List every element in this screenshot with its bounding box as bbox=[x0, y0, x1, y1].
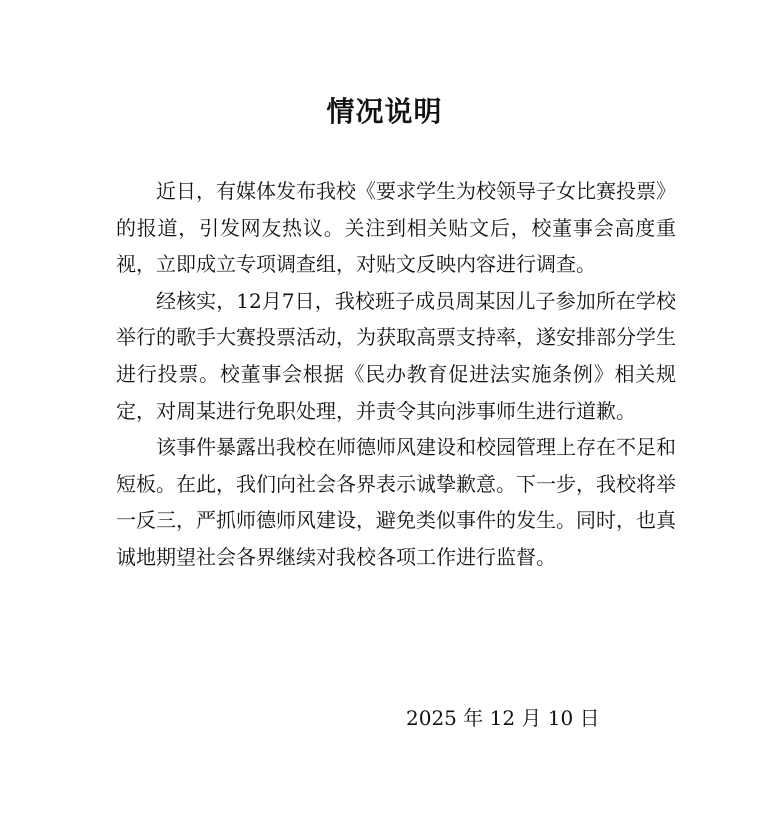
paragraph-3: 该事件暴露出我校在师德师风建设和校园管理上存在不足和短板。在此，我们向社会各界表示诚挚歉意。下一步，我校将举一反三，严抓师德师风建设，避免类似事件的发生。同时，也真诚地期望社会各界继续对我校各项工作进行监督。 bbox=[116, 435, 676, 569]
document-title: 情况说明 bbox=[326, 95, 443, 128]
paragraph-2: 经核实，12月7日，我校班子成员周某因儿子参加所在学校举行的歌手大赛投票活动，为获取高票支持率，遂安排部分学生进行投票。校董事会根据《民办教育促进法实施条例》相关规定，对周某进行免职处理，并责令其向涉事师生进行道歉。 bbox=[116, 288, 676, 423]
paragraph-1: 近日，有媒体发布我校《要求学生为校领导子女比赛投票》的报道，引发网友热议。关注到相关贴文后，校董事会高度重视，立即成立专项调查组，对贴文反映内容进行调查。 bbox=[116, 179, 676, 277]
document-date: 2025 年 12 月 10 日 bbox=[406, 706, 600, 730]
document-body bbox=[116, 173, 676, 576]
